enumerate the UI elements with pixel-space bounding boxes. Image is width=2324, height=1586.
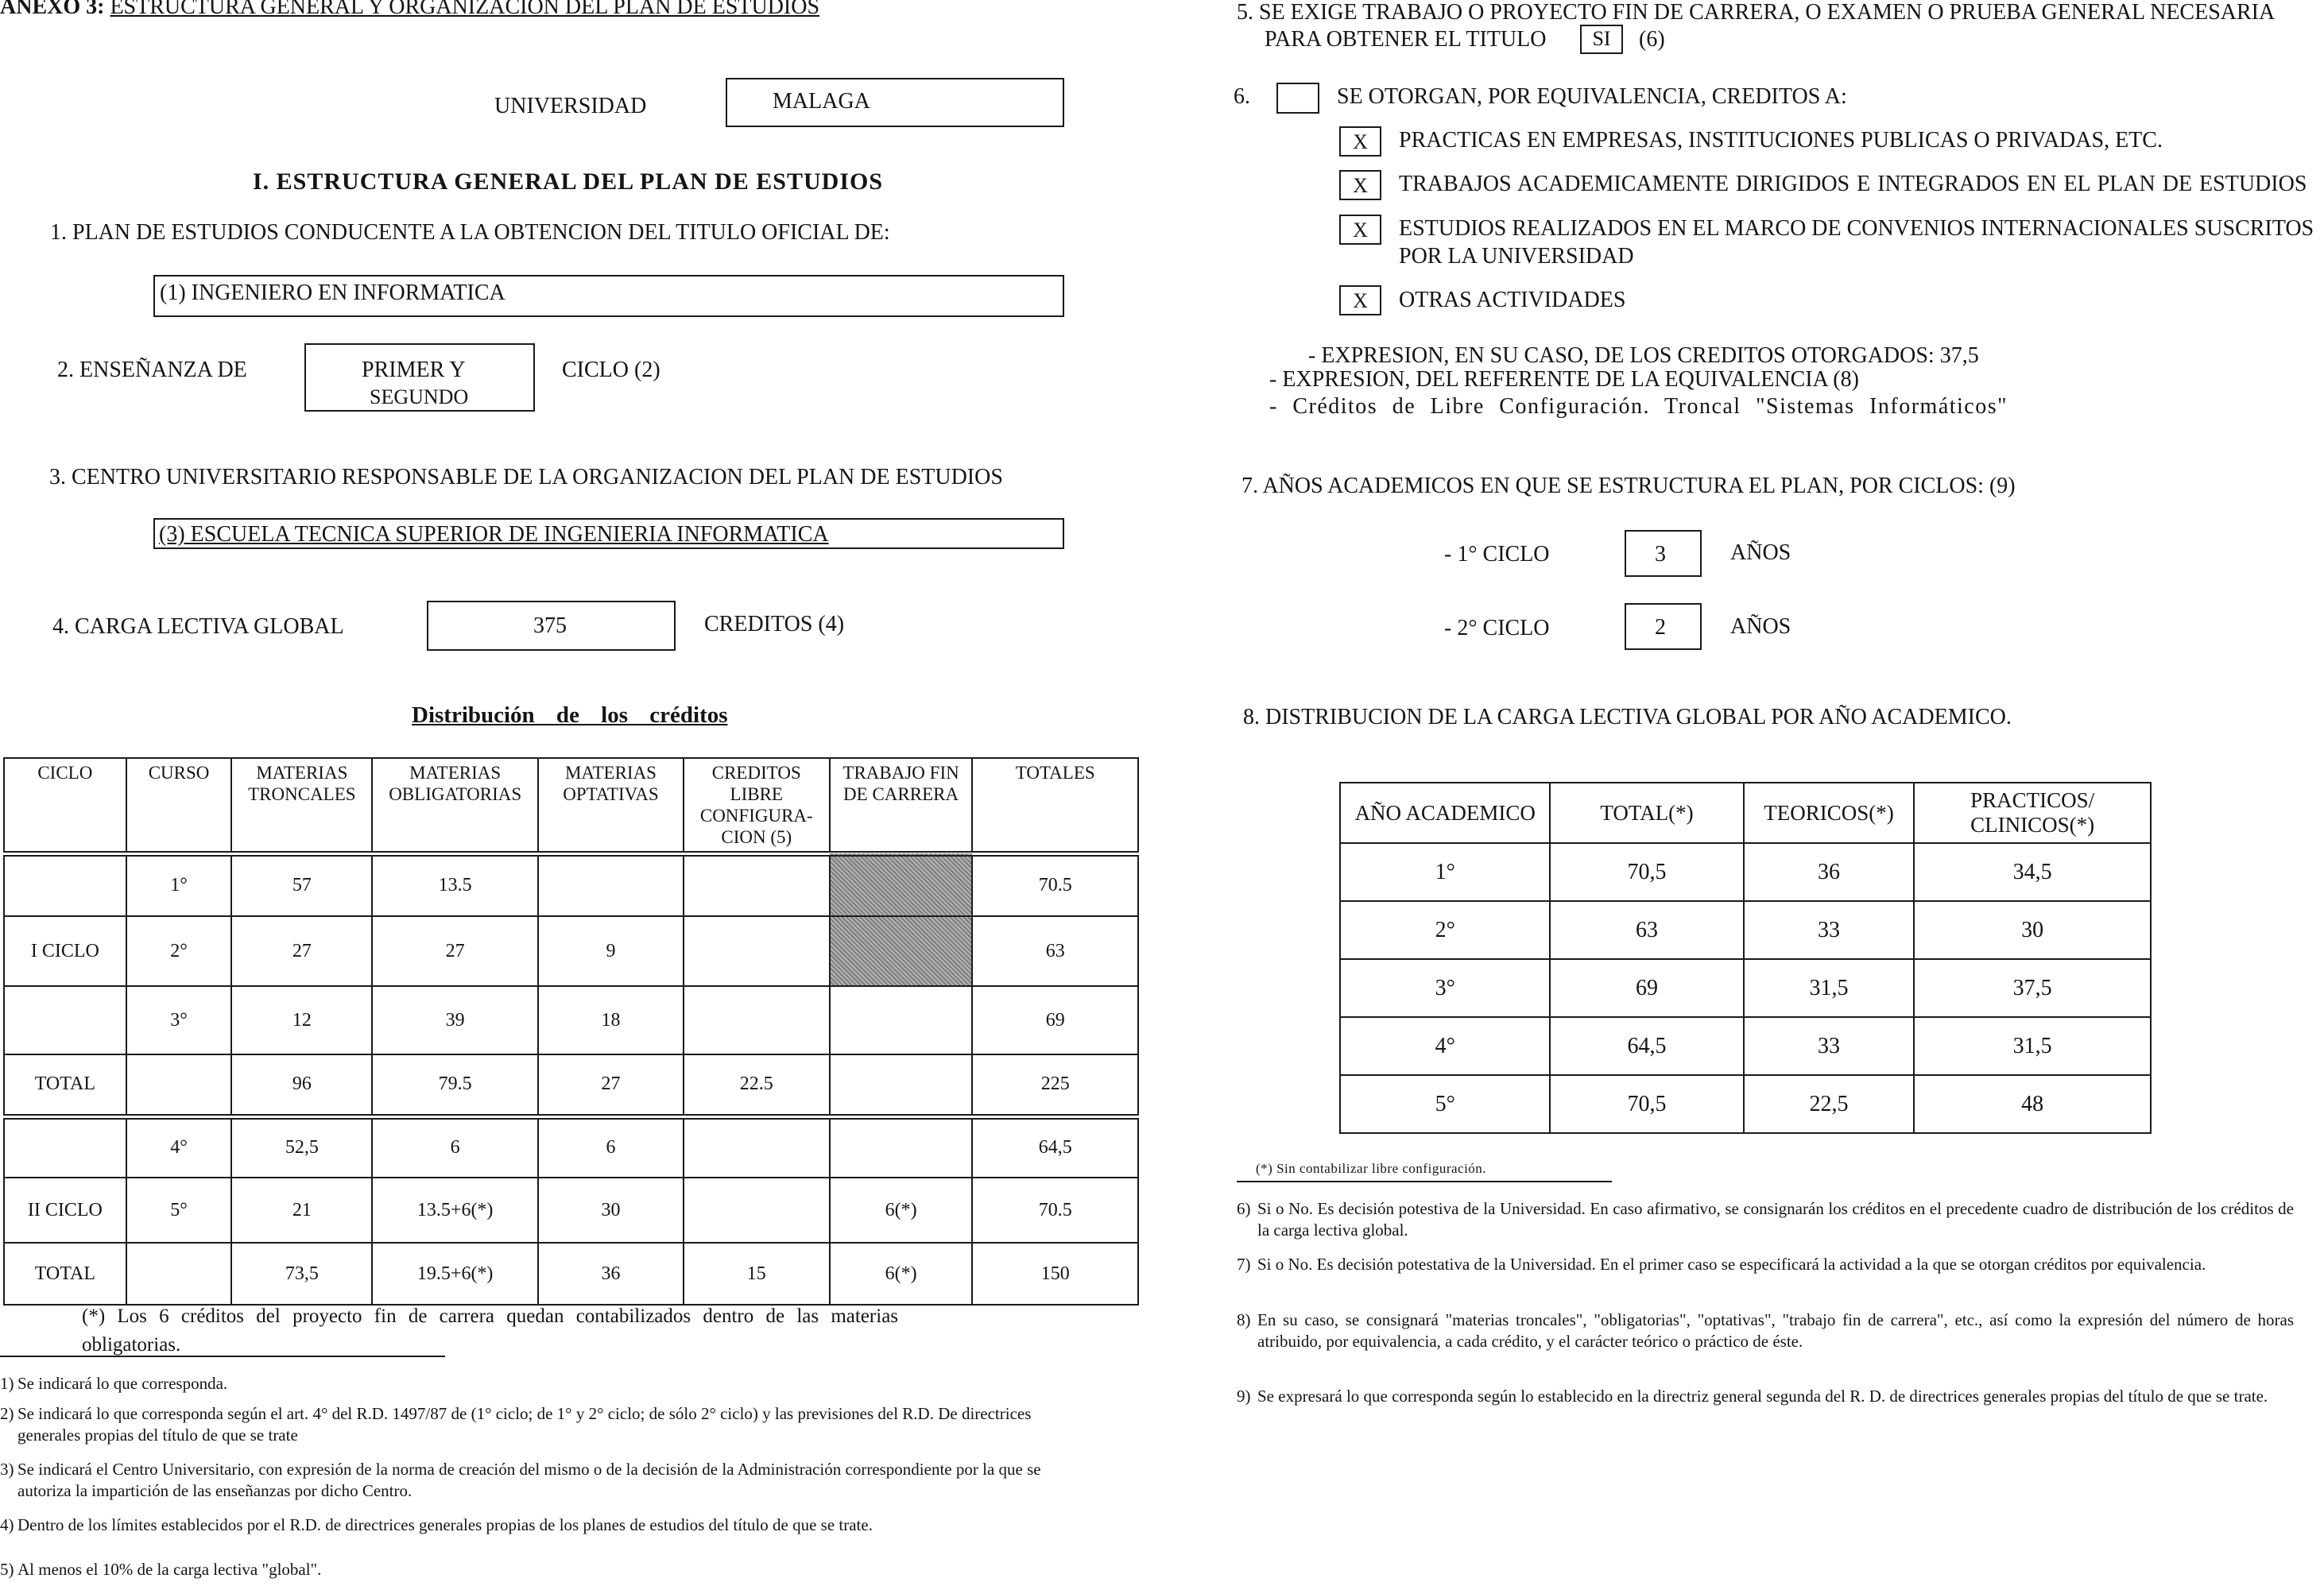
cell-ciclo (4, 986, 126, 1054)
cell-obligatorias: 79.5 (372, 1054, 538, 1116)
year-table-note: (*) Sin contabilizar libre configuración. (1256, 1161, 1487, 1176)
cell-libre (684, 916, 830, 986)
cell-libre (684, 986, 830, 1054)
cell-libre (684, 1178, 830, 1243)
header-trabajo: TRABAJO FIN DE CARRERA (830, 758, 973, 853)
footnote-text: Si o No. Es decisión potestiva de la Universidad. En caso afirmativo, se consignarán los créditos en el precedente cuadro de distribución de los créditos de la carga lectiva global. (1257, 1199, 2294, 1240)
table-row (4, 986, 1138, 1054)
cell-ciclo (4, 1116, 126, 1178)
distribution-title: Distribución de los créditos (412, 702, 728, 728)
cell-totales: 70.5 (972, 1178, 1138, 1243)
item3-box (153, 518, 1064, 549)
cell-totales: 63 (972, 916, 1138, 986)
item6-checkbox (1276, 83, 1319, 114)
cell-ciclo: I CICLO (4, 916, 126, 986)
cell-teoricos: 33 (1744, 901, 1915, 959)
footnote-num: 5) (0, 1560, 14, 1579)
expression-detail: - Créditos de Libre Configuración. Troncal "Sistemas Informáticos" (1269, 394, 2008, 419)
cell-practicos: 30 (1914, 901, 2151, 959)
cell-practicos: 31,5 (1914, 1017, 2151, 1075)
table-row (4, 853, 1138, 916)
cell-trabajo (830, 1116, 973, 1178)
item2-value-line2: SEGUNDO (370, 385, 469, 408)
header-optativas: MATERIAS OPTATIVAS (538, 758, 684, 853)
item5-answer-box: SI (1580, 25, 1623, 54)
footnote-num: 2) (0, 1404, 14, 1423)
year-header-row (1340, 783, 2151, 843)
option-text: ESTUDIOS REALIZADOS EN EL MARCO DE CONVENIOS INTERNACIONALES SUSCRITOS (1399, 216, 2314, 241)
footnote-num: 4) (0, 1515, 14, 1534)
header-teoricos: TEORICOS(*) (1744, 783, 1915, 843)
cell-totales: 150 (972, 1243, 1138, 1305)
option-text-line2: POR LA UNIVERSIDAD (1399, 244, 1634, 269)
cycle-unit: AÑOS (1730, 540, 1791, 565)
cell-obligatorias: 39 (372, 986, 538, 1054)
header-obligatorias: MATERIAS OBLIGATORIAS (372, 758, 538, 853)
cell-troncales: 96 (231, 1054, 372, 1116)
item3-label: 3. CENTRO UNIVERSITARIO RESPONSABLE DE LA ORGANIZACION DEL PLAN DE ESTUDIOS (49, 465, 1003, 489)
item6-label: SE OTORGAN, POR EQUIVALENCIA, CREDITOS A: (1337, 84, 1847, 109)
cell-obligatorias: 13.5 (372, 853, 538, 916)
cell-total: 69 (1550, 959, 1743, 1017)
cell-troncales: 21 (231, 1178, 372, 1243)
cell-trabajo-shaded (830, 853, 973, 916)
cell-trabajo (830, 1054, 973, 1116)
cell-ciclo: II CICLO (4, 1178, 126, 1243)
distribution-header-row (4, 758, 1138, 853)
cell-year: 1° (1340, 843, 1550, 901)
table-row (1340, 843, 2151, 901)
item1-box (153, 275, 1064, 317)
cell-total: 70,5 (1550, 1075, 1743, 1133)
footnote-8 (1237, 1309, 2294, 1352)
header-ciclo: CICLO (4, 758, 126, 853)
option-checkbox: X (1339, 215, 1381, 245)
cell-libre: 22.5 (684, 1054, 830, 1116)
cycle-unit: AÑOS (1730, 614, 1791, 639)
item3-value: (3) ESCUELA TECNICA SUPERIOR DE INGENIERIA INFORMATICA (159, 522, 829, 547)
header-curso: CURSO (126, 758, 232, 853)
cell-curso (126, 1054, 232, 1116)
annex-header (0, 0, 819, 20)
footnote-num: 6) (1237, 1199, 1251, 1218)
footnote-7 (1237, 1254, 2294, 1275)
cell-optativas: 36 (538, 1243, 684, 1305)
cell-troncales: 73,5 (231, 1243, 372, 1305)
cycle-years-value: 2 (1655, 615, 1666, 640)
cell-curso: 4° (126, 1116, 232, 1178)
table-row (4, 1116, 1138, 1178)
cell-trabajo: 6(*) (830, 1178, 973, 1243)
cell-totales: 69 (972, 986, 1138, 1054)
item1-value: (1) INGENIERO EN INFORMATICA (160, 280, 505, 305)
footnote-text: Dentro de los límites establecidos por el R.D. de directrices generales propias de los planes de estudios del título de que se trate. (17, 1515, 873, 1534)
university-value: MALAGA (773, 89, 870, 114)
year-distribution-table (1339, 782, 2152, 1134)
cell-totales: 64,5 (972, 1116, 1138, 1178)
distribution-table (3, 757, 1139, 1306)
cell-optativas: 27 (538, 1054, 684, 1116)
footnote-num: 7) (1237, 1255, 1251, 1274)
footnote-6 (1237, 1198, 2294, 1241)
university-label: UNIVERSIDAD (494, 94, 647, 118)
cell-obligatorias: 27 (372, 916, 538, 986)
cell-practicos: 34,5 (1914, 843, 2151, 901)
cell-teoricos: 36 (1744, 843, 1915, 901)
item1-label: 1. PLAN DE ESTUDIOS CONDUCENTE A LA OBTENCION DEL TITULO OFICIAL DE: (50, 220, 890, 245)
footnote-text: Si o No. Es decisión potestativa de la Universidad. En el primer caso se especificará la actividad a la que se otorgan créditos por equivalencia. (1257, 1255, 2206, 1274)
option-text: TRABAJOS ACADEMICAMENTE DIRIGIDOS E INTEGRADOS EN EL PLAN DE ESTUDIOS (1399, 172, 2307, 196)
cell-totales: 70.5 (972, 853, 1138, 916)
option-checkbox: X (1339, 170, 1381, 200)
cell-curso: 2° (126, 916, 232, 986)
cell-year: 4° (1340, 1017, 1550, 1075)
cycle-label: - 1° CICLO (1444, 542, 1550, 567)
cell-optativas: 6 (538, 1116, 684, 1178)
footnote-num: 8) (1237, 1310, 1251, 1329)
table-row (1340, 959, 2151, 1017)
item5-line2: PARA OBTENER EL TITULO (1265, 27, 1547, 52)
cell-obligatorias: 13.5+6(*) (372, 1178, 538, 1243)
item4-value: 375 (533, 613, 567, 638)
item6-num: 6. (1234, 84, 1250, 109)
cell-teoricos: 31,5 (1744, 959, 1915, 1017)
cell-ciclo: TOTAL (4, 1054, 126, 1116)
cell-trabajo (830, 986, 973, 1054)
footnote-3 (0, 1459, 1061, 1502)
item4-label: 4. CARGA LECTIVA GLOBAL (52, 614, 344, 639)
footnote-text: En su caso, se consignará "materias troncales", "obligatorias", "optativas", "trabajo fin de carrera", etc., así como la expresión del número de horas atribuido, por equivalencia, a cada crédito, y el carácter teórico o práctico de éste. (1257, 1310, 2294, 1351)
header-libre: CREDITOS LIBRE CONFIGURA- CION (5) (684, 758, 830, 853)
cell-year: 2° (1340, 901, 1550, 959)
cell-optativas: 18 (538, 986, 684, 1054)
annex-label: ANEXO 3: (0, 0, 105, 19)
table-row (1340, 1017, 2151, 1075)
cell-troncales: 57 (231, 853, 372, 916)
cell-obligatorias: 6 (372, 1116, 538, 1178)
cell-curso: 5° (126, 1178, 232, 1243)
cell-year: 3° (1340, 959, 1550, 1017)
cell-year: 5° (1340, 1075, 1550, 1133)
university-box (726, 78, 1064, 127)
cell-libre (684, 1116, 830, 1178)
cell-optativas: 9 (538, 916, 684, 986)
footnote-text: Se indicará lo que corresponda según el art. 4° del R.D. 1497/87 de (1° ciclo; de 1° y 2° ciclo; de sólo 2° ciclo) y las previsiones del R.D. De directrices generales propias del título de que se trate (17, 1404, 1032, 1445)
distribution-note-line1: (*) Los 6 créditos del proyecto fin de carrera quedan contabilizados dentro de las materias (82, 1306, 899, 1327)
footnote-text: Se indicará el Centro Universitario, con expresión de la norma de creación del mismo o de la decisión de la Administración correspondiente por la que se autoriza la impartición de las enseñanzas por dicho Centro. (17, 1460, 1041, 1500)
item7-label: 7. AÑOS ACADEMICOS EN QUE SE ESTRUCTURA EL PLAN, POR CICLOS: (9) (1241, 474, 2016, 498)
footnote-9 (1237, 1386, 2294, 1407)
cell-troncales: 27 (231, 916, 372, 986)
section-title: I. ESTRUCTURA GENERAL DEL PLAN DE ESTUDIOS (253, 168, 884, 195)
cell-libre (684, 853, 830, 916)
cell-totales: 225 (972, 1054, 1138, 1116)
cell-ciclo: TOTAL (4, 1243, 126, 1305)
cell-teoricos: 22,5 (1744, 1075, 1915, 1133)
option-text: PRACTICAS EN EMPRESAS, INSTITUCIONES PUBLICAS O PRIVADAS, ETC. (1399, 128, 2163, 153)
footnote-divider-right (1237, 1181, 1612, 1182)
footnote-num: 9) (1237, 1387, 1251, 1406)
header-year: AÑO ACADEMICO (1340, 783, 1550, 843)
cell-total: 70,5 (1550, 843, 1743, 901)
cell-troncales: 12 (231, 986, 372, 1054)
table-row (4, 1054, 1138, 1116)
item4-box (427, 601, 676, 651)
cell-total: 64,5 (1550, 1017, 1743, 1075)
cell-practicos: 48 (1914, 1075, 2151, 1133)
cell-curso: 3° (126, 986, 232, 1054)
distribution-note-line2: obligatorias. (82, 1334, 181, 1356)
cell-troncales: 52,5 (231, 1116, 372, 1178)
cell-obligatorias: 19.5+6(*) (372, 1243, 538, 1305)
item4-suffix: CREDITOS (4) (704, 612, 845, 636)
cell-curso: 1° (126, 853, 232, 916)
annex-title: ESTRUCTURA GENERAL Y ORGANIZACION DEL PLAN DE ESTUDIOS (110, 0, 820, 19)
footnote-text: Al menos el 10% de la carga lectiva "global". (17, 1560, 322, 1579)
option-checkbox: X (1339, 285, 1381, 315)
cell-trabajo-shaded (830, 916, 973, 986)
table-row (1340, 1075, 2151, 1133)
item2-label: 2. ENSEÑANZA DE (57, 358, 247, 382)
cell-practicos: 37,5 (1914, 959, 2151, 1017)
expression-referent: - EXPRESION, DEL REFERENTE DE LA EQUIVALENCIA (8) (1269, 367, 1859, 392)
option-text: OTRAS ACTIVIDADES (1399, 288, 1626, 312)
item5-suffix: (6) (1639, 27, 1665, 52)
cycle-years-box (1625, 603, 1702, 650)
table-row (4, 1178, 1138, 1243)
table-row (4, 916, 1138, 986)
cell-optativas: 30 (538, 1178, 684, 1243)
table-row (1340, 901, 2151, 959)
cell-libre: 15 (684, 1243, 830, 1305)
header-total: TOTAL(*) (1550, 783, 1743, 843)
expression-credits: - EXPRESION, EN SU CASO, DE LOS CREDITOS OTORGADOS: 37,5 (1308, 343, 1979, 368)
footnote-1 (0, 1373, 1061, 1395)
footnote-num: 3) (0, 1460, 14, 1479)
cycle-years-box (1625, 530, 1702, 577)
footnote-2 (0, 1403, 1061, 1446)
item8-label: 8. DISTRIBUCION DE LA CARGA LECTIVA GLOBAL POR AÑO ACADEMICO. (1243, 705, 2012, 729)
item2-suffix: CICLO (2) (562, 358, 660, 382)
cell-optativas (538, 853, 684, 916)
item2-box (304, 343, 535, 412)
footnote-4 (0, 1514, 1061, 1536)
footnote-text: Se expresará lo que corresponda según lo establecido en la directriz general segunda del R. D. de directrices generales propias del título de que se trate. (1257, 1387, 2268, 1406)
cycle-label: - 2° CICLO (1444, 616, 1550, 640)
cycle-years-value: 3 (1655, 542, 1666, 567)
header-troncales: MATERIAS TRONCALES (231, 758, 372, 853)
footnote-divider (0, 1356, 445, 1357)
cell-teoricos: 33 (1744, 1017, 1915, 1075)
cell-ciclo (4, 853, 126, 916)
item2-value-line1: PRIMER Y (362, 358, 466, 382)
footnote-5 (0, 1559, 1061, 1580)
header-totales: TOTALES (972, 758, 1138, 853)
cell-curso (126, 1243, 232, 1305)
footnote-num: 1) (0, 1374, 14, 1393)
cell-total: 63 (1550, 901, 1743, 959)
option-checkbox: X (1339, 126, 1381, 157)
cell-trabajo: 6(*) (830, 1243, 973, 1305)
header-practicos: PRACTICOS/ CLINICOS(*) (1914, 783, 2151, 843)
item5-line1: 5. SE EXIGE TRABAJO O PROYECTO FIN DE CARRERA, O EXAMEN O PRUEBA GENERAL NECESARIA (1237, 0, 2276, 25)
footnote-text: Se indicará lo que corresponda. (17, 1374, 228, 1393)
table-row (4, 1243, 1138, 1305)
